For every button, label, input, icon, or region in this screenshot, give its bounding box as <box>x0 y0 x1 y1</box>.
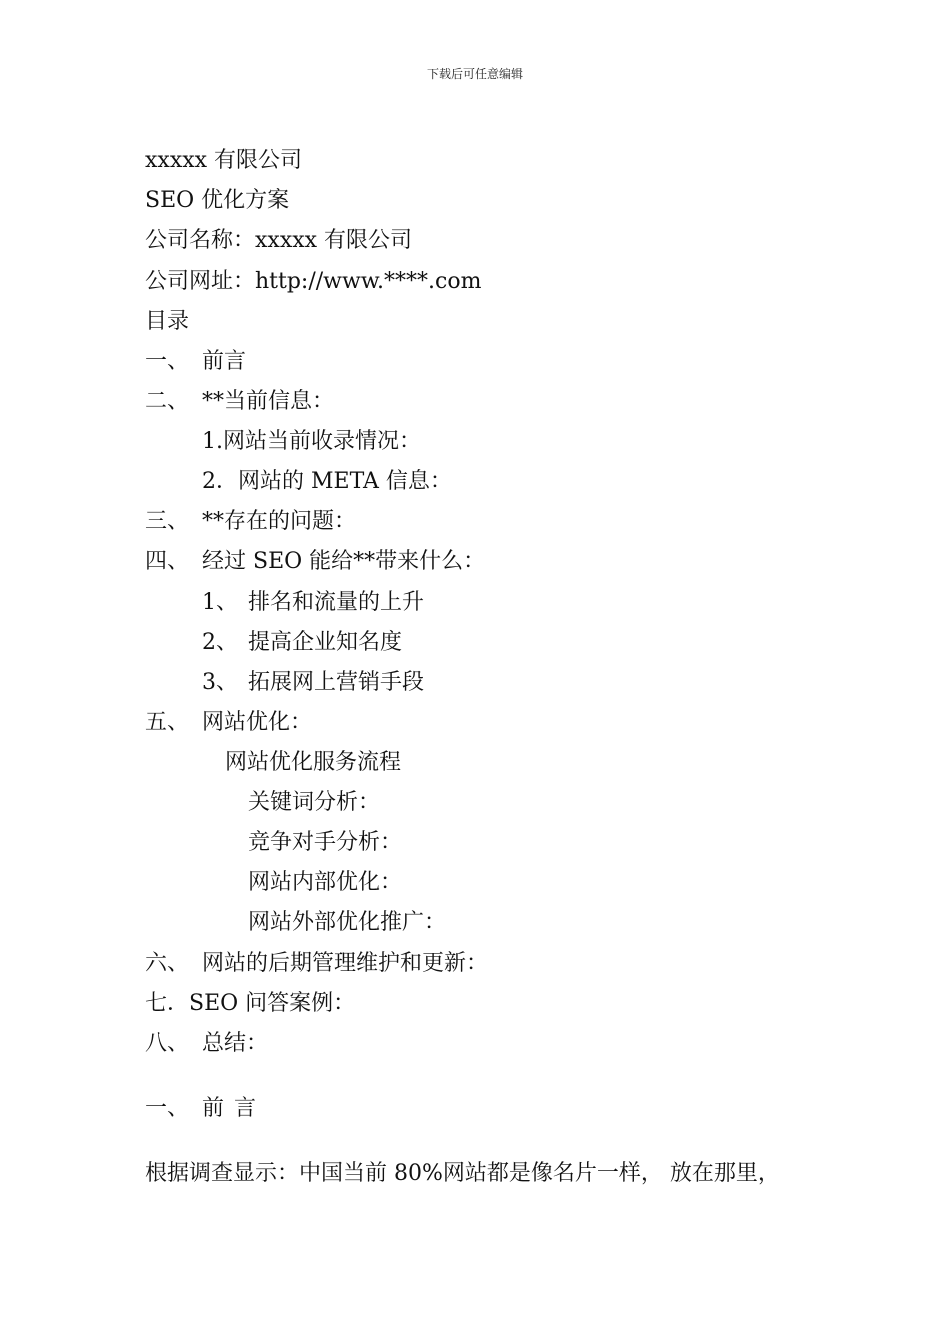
toc-item-2-label: **当前信息： <box>202 389 335 414</box>
toc-item-5-flow: 网站优化服务流程 <box>225 750 402 775</box>
section-1-title-char-2: 言 <box>234 1096 257 1121</box>
toc-item-5-competitor-analysis: 竞争对手分析： <box>248 830 403 855</box>
toc-item-4-3-label: 拓展网上营销手段 <box>248 670 425 695</box>
toc-item-7: 七．SEO 问答案例： <box>145 991 356 1016</box>
toc-item-3-number: 三、 <box>145 509 190 534</box>
toc-item-2-number: 二、 <box>145 389 190 414</box>
toc-item-4-1-number: 1、 <box>202 590 238 615</box>
toc-item-4-2-label: 提高企业知名度 <box>248 630 403 655</box>
toc-item-4-3 <box>202 668 424 698</box>
toc-item-6-label: 网站的后期管理维护和更新： <box>202 951 489 976</box>
toc-item-8 <box>145 1029 268 1059</box>
section-1-title-char-1: 前 <box>202 1096 225 1121</box>
company-url-line: 公司网址：http://www.****.com <box>145 269 482 294</box>
toc-item-5-label: 网站优化： <box>202 710 313 735</box>
toc-item-6-number: 六、 <box>145 951 190 976</box>
company-name-line: 公司名称：xxxxx 有限公司 <box>145 228 413 253</box>
toc-item-5-external-promotion: 网站外部优化推广： <box>248 910 447 935</box>
toc-item-8-number: 八、 <box>145 1031 190 1056</box>
toc-item-5-keyword-analysis: 关键词分析： <box>248 790 381 815</box>
toc-item-1-number: 一、 <box>145 349 190 374</box>
toc-item-4-3-number: 3、 <box>202 670 238 695</box>
toc-item-3-label: **存在的问题： <box>202 509 357 534</box>
toc-item-6 <box>145 949 488 979</box>
toc-heading: 目录 <box>145 309 190 334</box>
section-1-number: 一、 <box>145 1096 190 1121</box>
toc-item-2-2: 2．网站的 META 信息： <box>202 469 452 494</box>
toc-item-5-number: 五、 <box>145 710 190 735</box>
toc-item-4 <box>145 547 485 577</box>
toc-item-3 <box>145 507 356 537</box>
toc-item-2 <box>145 387 334 417</box>
toc-item-5 <box>145 708 312 738</box>
toc-item-2-1: 1.网站当前收录情况： <box>202 429 421 454</box>
toc-item-4-1 <box>202 588 424 618</box>
toc-item-1-label: 前言 <box>202 349 247 374</box>
page-header-note: 下载后可任意编辑 <box>426 67 523 81</box>
toc-item-1 <box>145 347 246 377</box>
company-title: xxxxx 有限公司 <box>145 148 303 173</box>
toc-item-4-2 <box>202 628 402 658</box>
toc-item-4-1-label: 排名和流量的上升 <box>248 590 425 615</box>
toc-item-4-label: 经过 SEO 能给**带来什么： <box>202 549 486 574</box>
toc-item-8-label: 总结： <box>202 1031 269 1056</box>
section-1-heading <box>145 1094 266 1124</box>
section-1-paragraph: 根据调查显示：中国当前 80%网站都是像名片一样， 放在那里， <box>145 1161 780 1186</box>
toc-item-5-internal-optimization: 网站内部优化： <box>248 870 403 895</box>
toc-item-4-2-number: 2、 <box>202 630 238 655</box>
toc-item-4-number: 四、 <box>145 549 190 574</box>
document-title: SEO 优化方案 <box>145 188 290 213</box>
